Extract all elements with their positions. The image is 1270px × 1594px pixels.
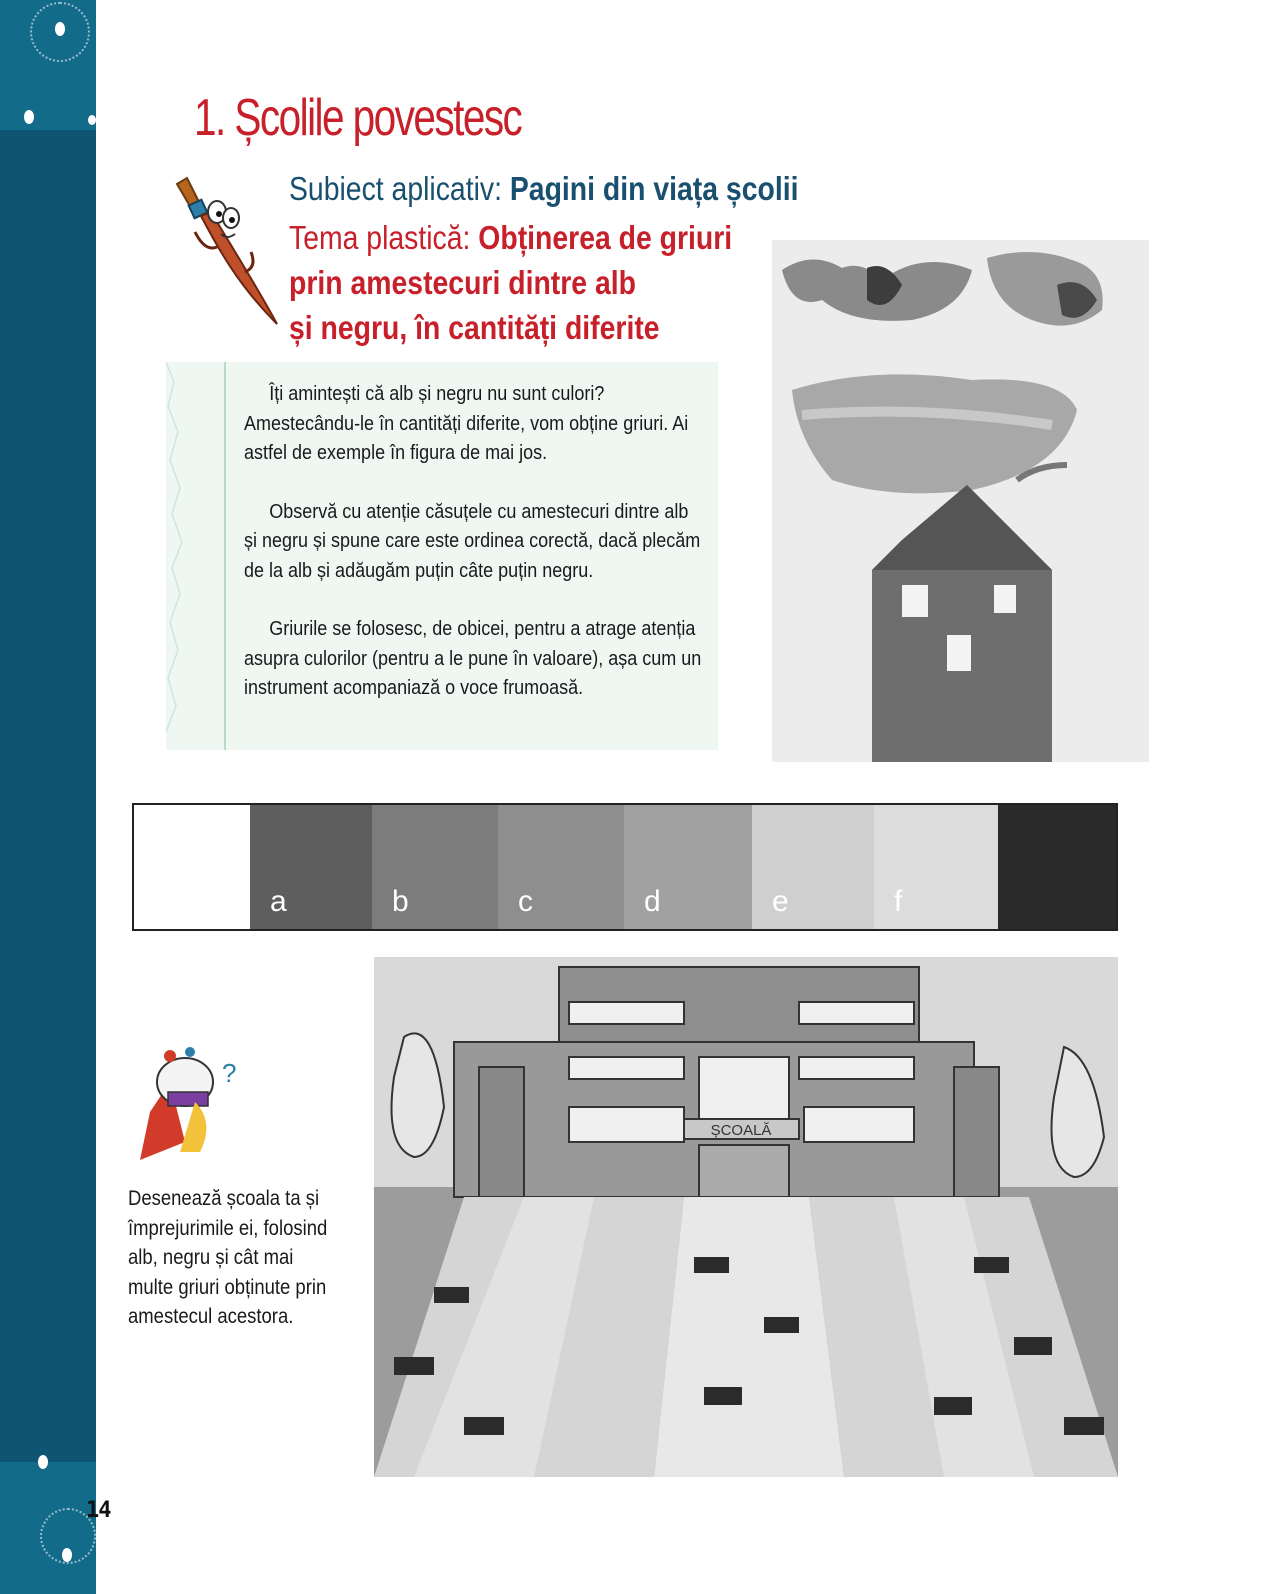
- house-painting-image: [772, 240, 1149, 762]
- decor-dot: [55, 22, 65, 36]
- note-paragraph-2: Observă cu atenție căsuțele cu amestecuri dintre alb și negru și spune care este ordinea corectă, dacă plecăm de la alb și adăugăm puțin câte puțin negru.: [244, 500, 701, 582]
- gray-swatch: [498, 805, 624, 929]
- swatch-label: f: [894, 885, 903, 918]
- decor-dot: [62, 1548, 72, 1562]
- torn-edge: [166, 362, 206, 750]
- gray-scale-chart: [132, 803, 1118, 931]
- margin-rule: [224, 362, 226, 750]
- note-text: [244, 380, 702, 733]
- gray-swatch: [134, 805, 250, 929]
- gray-swatch: [372, 805, 498, 929]
- subject-line: [289, 170, 798, 208]
- school-painting-image: [374, 957, 1118, 1477]
- gray-swatch: [752, 805, 874, 929]
- swatch-label: d: [644, 885, 661, 918]
- decor-dot: [88, 115, 96, 125]
- theme-label: Tema plastică:: [289, 219, 471, 256]
- swatch-label: e: [772, 885, 789, 918]
- gray-swatch: [250, 805, 372, 929]
- subject-label: Subiect aplicativ:: [289, 170, 502, 207]
- subject-value: Pagini din viața școlii: [509, 170, 799, 207]
- gray-swatch: [874, 805, 998, 929]
- note-paragraph-3: Griurile se folosesc, de obicei, pentru a atrage atenția asupra culorilor (pentru a le pune în valoare), așa cum un instrument acompaniază o voce frumoasă.: [244, 618, 702, 699]
- swatch-label: a: [270, 885, 287, 918]
- info-note: [166, 362, 718, 750]
- decor-dot: [24, 110, 34, 124]
- swatch-label: b: [392, 885, 409, 918]
- page-number: 14: [86, 1498, 111, 1523]
- gray-swatch: [998, 805, 1116, 929]
- paintbrush-mascot-icon: [165, 172, 285, 332]
- theme-value-line1: Obținerea de griuri: [478, 219, 733, 256]
- theme-value-line3: și negru, în cantități diferite: [289, 309, 660, 346]
- task-instruction: Desenează școala ta și împrejurimile ei, folosind alb, negru și cât mai multe griuri obținute prin amestecul acestora.: [128, 1187, 328, 1328]
- note-paragraph-1: Îți amintești că alb și negru nu sunt culori? Amestecându-le în cantități diferite, vom obține griuri. Ai astfel de exemple în figura de mai jos.: [244, 383, 689, 464]
- gray-swatch: [624, 805, 752, 929]
- thinking-mascot-icon: [130, 1042, 240, 1162]
- decor-dot: [38, 1455, 48, 1469]
- sidebar-band: [0, 0, 96, 1594]
- theme-value-line2: prin amestecuri dintre alb: [289, 264, 636, 301]
- swatch-label: c: [518, 885, 533, 918]
- theme-block: [289, 215, 732, 350]
- question-mark-icon: ?: [222, 1058, 237, 1088]
- page-title: 1. Școlile povestesc: [194, 89, 522, 147]
- school-sign: ȘCOALĂ: [710, 1122, 772, 1139]
